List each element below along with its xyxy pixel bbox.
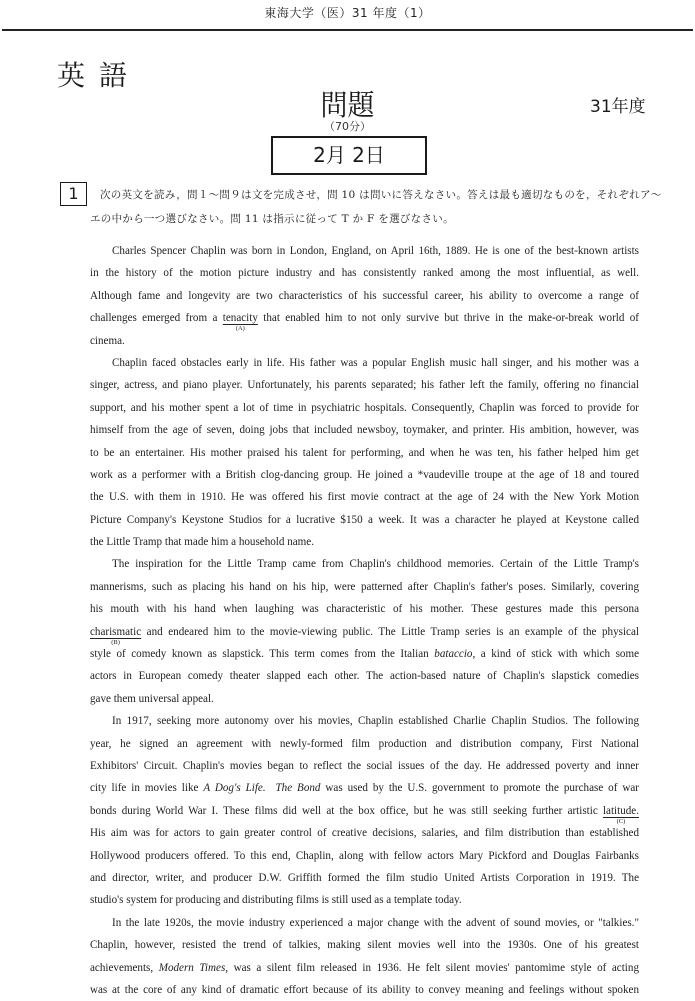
marker-b: (B) <box>111 638 120 646</box>
passage-line: mannerisms, such as placing his hand on his hip, were patterned after Chaplin's father's poses. Similarly, covering <box>90 580 639 593</box>
header-rule <box>2 29 693 31</box>
passage-line: Exhibitors' Circuit. Chaplin's movies began to reflect the social issues of the day. He addressed poverty and inner <box>90 759 639 772</box>
reading-passage <box>90 240 639 1001</box>
passage-line: the U.S. with them in 1910. He was offered his first movie contract at the age of 24 with the New York Motion <box>90 491 639 504</box>
passage-line: achievements, Modern Times, was a silent film released in 1936. He felt silent movies' pantomime style of acting <box>90 961 639 974</box>
exam-year: 31年度 <box>590 97 646 117</box>
film-title: The Bond <box>275 782 321 795</box>
passage-line: Charles Spencer Chaplin was born in London, England, on April 16th, 1889. He is one of the best-known artists <box>112 245 639 257</box>
passage-line: cinema. <box>90 334 125 347</box>
passage-line: style of comedy known as slapstick. This term comes from the Italian bataccio, a kind of stick with which some <box>90 648 639 661</box>
subject-title: 英語 <box>57 59 142 92</box>
passage-line: singer, actress, and piano player. Unfortunately, his parents separated; his father left the family, offering no financial <box>90 379 639 392</box>
passage-line: Hollywood producers offered. To this end, Chaplin, along with fellow actors Mary Pickford and Douglas Fairbanks <box>90 849 639 862</box>
running-head: 東海大学（医）31 年度（1） <box>264 6 431 20</box>
passage-line: his mouth with his hand when laughing was characteristic of his mother. These gestures made this persona <box>90 603 639 616</box>
underlined-word-c: latitude. (C) <box>602 804 639 825</box>
marker-c: (C) <box>616 817 626 825</box>
passage-line: gave them universal appeal. <box>90 692 214 705</box>
passage-line: challenges emerged from a tenacity (A) that enabled him to not only survive but thrive in the make-or-break world of <box>90 312 639 333</box>
film-title: A Dog's Life. <box>203 782 266 795</box>
passage-line: the Little Tramp that made him a household name. <box>90 536 314 549</box>
passage-line: year, he signed an agreement with newly-formed film production and distribution company, First National <box>90 737 639 750</box>
passage-line: support, and his mother spent a lot of time in psychiatric hospitals. Consequently, Chaplin was forced to provide for <box>90 401 639 414</box>
passage-line: to be an entertainer. His mother praised his talent for performing, and when he was ten, his father helped him get <box>90 446 639 459</box>
instruction-line-2: エの中から一つ選びなさい。問 11 は指示に従って T か F を選びなさい。 <box>90 213 454 225</box>
passage-line: In 1917, seeking more autonomy over his movies, Chaplin established Charlie Chaplin Studios. The following <box>112 715 639 728</box>
instruction-line-1: 次の英文を読み，問１～問９は文を完成させ，問 10 は問いに答えなさい。答えは最も適切なものを，それぞれア～ <box>100 189 662 201</box>
passage-line: actors in European comedy theater slapped each other. The action-based nature of Chaplin's slapstick comedies <box>90 670 639 683</box>
question-number-box: 1 <box>60 182 87 206</box>
paragraph-2 <box>90 352 639 554</box>
passage-line: Although fame and longevity are two characteristics of his successful career, his ability to overcome a range of <box>90 289 639 302</box>
paragraph-4 <box>90 710 639 912</box>
passage-line: In the late 1920s, the movie industry experienced a major change with the advent of sound movies, or "talkies." <box>112 916 639 929</box>
italic-term: bataccio, <box>434 648 476 661</box>
passage-line: in the history of the motion picture industry and has consistently ranked among the most influential, as well. <box>90 267 639 280</box>
underlined-word-a: tenacity (A) <box>222 312 258 333</box>
underlined-word-b: charismatic (B) <box>90 625 142 646</box>
marker-a: (A) <box>235 325 245 333</box>
paragraph-3 <box>90 553 639 710</box>
passage-line: work as a performer with a British clog-dancing group. He joined a *vaudeville troupe at the age of 18 and toured <box>90 468 639 481</box>
paragraph-5 <box>90 912 639 1001</box>
film-title: Modern Times, <box>158 961 229 974</box>
passage-line: Chaplin faced obstacles early in life. His father was a popular English music hall singer, and his mother was a <box>112 356 639 369</box>
passage-line: studio's system for producing and distributing films is still used as a template today. <box>90 894 462 907</box>
passage-line: charismatic (B) and endeared him to the movie-viewing public. The Little Tramp series is an example of the physical <box>90 625 639 646</box>
passage-line: himself from the age of seven, doing jobs that included newsboy, toymaker, and printer. His ambition, however, was <box>90 424 639 437</box>
passage-line: His aim was for actors to gain greater control of creative decisions, salaries, and film distribution than established <box>90 827 639 840</box>
exam-date-box: 2月 2日 <box>271 136 427 175</box>
paragraph-1 <box>90 240 639 352</box>
passage-line: Chaplin, however, resisted the trend of talkies, making silent movies well into the 1930s. One of his greatest <box>90 939 639 952</box>
passage-line: and director, writer, and producer D.W. Griffith formed the film studio United Artists Corporation in 1919. The <box>90 871 639 884</box>
passage-line: city life in movies like A Dog's Life. The Bond was used by the U.S. government to promote the purchase of war <box>90 782 639 795</box>
passage-line: Picture Company's Keystone Studios for a lucrative $150 a week. It was a character he played at Keystone called <box>90 513 639 526</box>
passage-line: bonds during World War I. These films did well at the box office, but he was still seeking further artistic latitude. (C) <box>90 804 639 825</box>
passage-line: The inspiration for the Little Tramp came from Chaplin's childhood memories. Certain of the Little Tramp's <box>112 558 639 571</box>
passage-line: was at the core of any kind of dramatic effort because of its ability to convey meaning and feelings without spoken <box>90 983 639 996</box>
page-title: 問題 <box>320 89 375 123</box>
exam-duration: （70分） <box>324 120 371 133</box>
